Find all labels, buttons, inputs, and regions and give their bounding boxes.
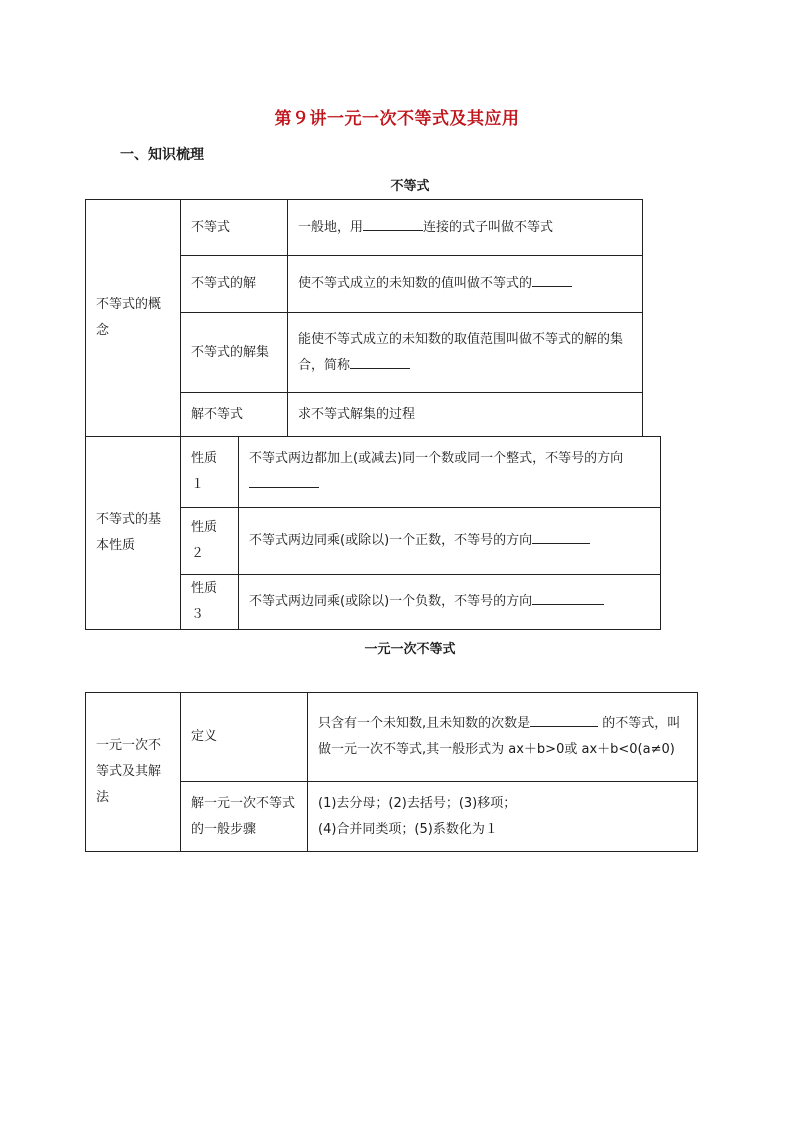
page-title: 第９讲一元一次不等式及其应用	[274, 109, 520, 129]
property-cell	[239, 437, 661, 508]
definition-cell	[288, 200, 643, 256]
steps-cell	[308, 782, 698, 852]
fill-blank	[350, 367, 410, 369]
steps-line: (1)去分母；(2)去括号；(3)移项；	[318, 795, 517, 811]
group-cell	[86, 200, 181, 437]
fill-blank	[532, 603, 604, 605]
definition-cell	[308, 693, 698, 782]
term-cell: 性质１	[181, 437, 239, 508]
term-cell: 解一元一次不等式的一般步骤	[181, 782, 308, 852]
definition-cell	[288, 256, 643, 313]
term-cell: 不等式的解	[181, 256, 288, 313]
property-cell	[239, 575, 661, 630]
definition-text: 一般地，用	[298, 219, 364, 235]
definition-text: 能使不等式成立的未知数的取值范围叫做不等式的解的集合，简称	[298, 331, 624, 373]
term-cell: 性质２	[181, 508, 239, 575]
fill-blank	[249, 486, 319, 488]
table-caption-inequality: 不等式	[390, 179, 430, 194]
term-cell: 定义	[181, 693, 308, 782]
definition-text: 使不等式成立的未知数的值叫做不等式的	[298, 276, 533, 291]
term-cell: 不等式	[181, 200, 288, 256]
group-cell	[86, 693, 181, 852]
term-cell: 不等式的解集	[181, 313, 288, 393]
fill-blank	[363, 229, 423, 231]
inequality-concept-table	[85, 199, 643, 437]
definition-text: 的不等式，叫做一元一次不等式,其一般形式为 ax＋b>0或 ax＋b<0(a≠0)	[318, 716, 681, 757]
fill-blank	[532, 542, 590, 544]
linear-inequality-table	[85, 692, 698, 852]
group-label: 不等式的概念	[96, 297, 162, 338]
definition-cell	[288, 313, 643, 393]
inequality-property-table	[85, 436, 661, 630]
group-label: 不等式的基本性质	[96, 512, 162, 553]
group-cell	[86, 437, 181, 630]
property-text: 不等式两边都加上(或减去)同一个数或同一个整式，不等号的方向	[249, 451, 624, 466]
definition-cell: 求不等式解集的过程	[288, 393, 643, 437]
property-cell	[239, 508, 661, 575]
fill-blank	[530, 725, 598, 727]
term-cell: 解不等式	[181, 393, 288, 437]
table-caption-linear-inequality: 一元一次不等式	[364, 642, 456, 657]
fill-blank	[532, 285, 572, 287]
section-heading: 一、知识梳理	[120, 147, 204, 163]
group-label: 一元一次不等式及其解法	[96, 738, 162, 805]
property-text: 不等式两边同乘(或除以)一个正数，不等号的方向	[249, 533, 533, 548]
term-cell: 性质３	[181, 575, 239, 630]
definition-text: 只含有一个未知数,且未知数的次数是	[318, 716, 531, 731]
property-text: 不等式两边同乘(或除以)一个负数，不等号的方向	[249, 594, 533, 609]
definition-text: 连接的式子叫做不等式	[423, 219, 554, 235]
steps-line: (4)合并同类项；(5)系数化为１	[318, 821, 498, 837]
